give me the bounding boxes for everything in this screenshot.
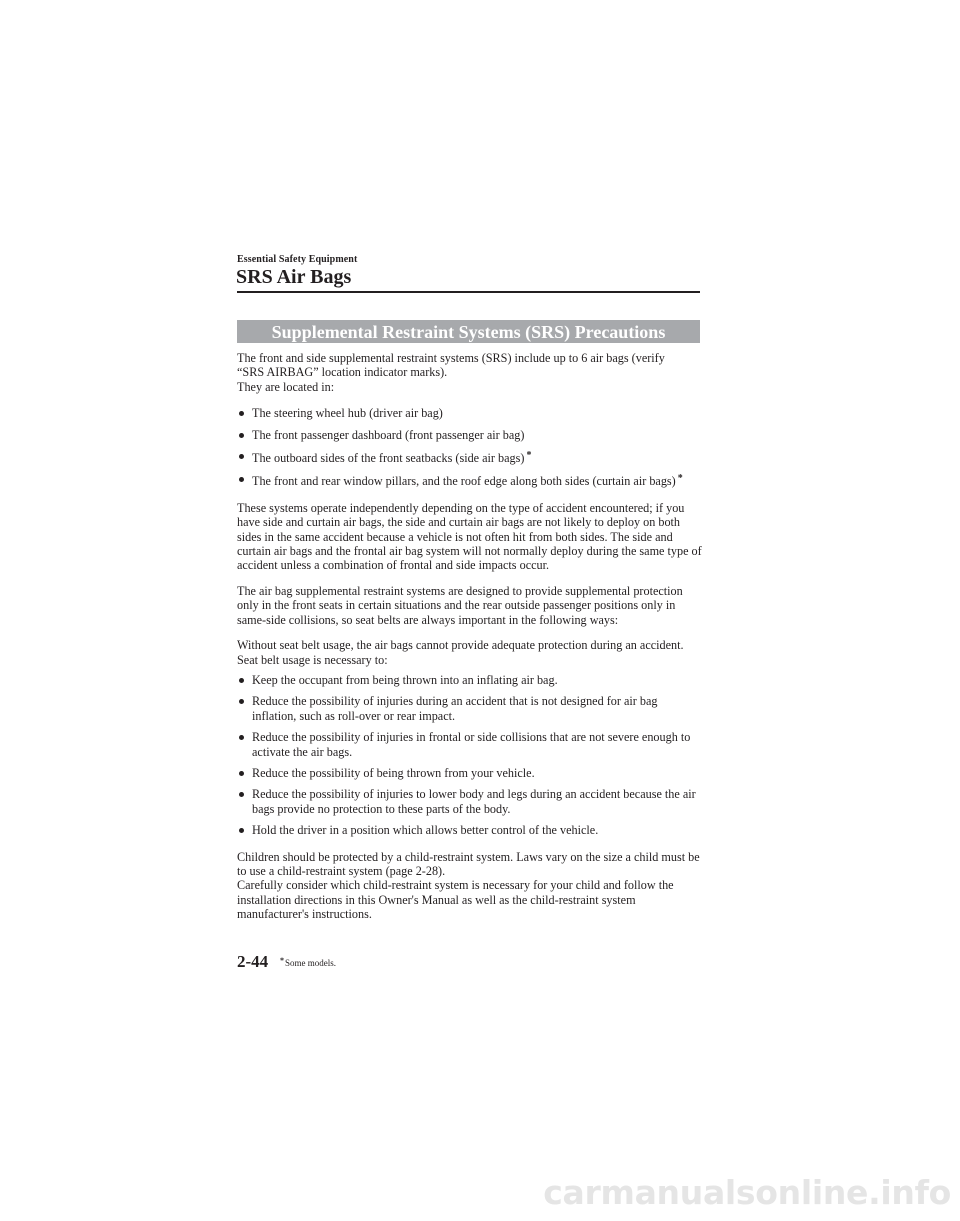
list-item-text: Reduce the possibility of injuries during an accident that is not designed for air bag inflation, such as roll-over or rear impact. [252,694,658,723]
intro-paragraph [237,351,703,394]
list-item-text: The steering wheel hub (driver air bag) [252,406,443,421]
list-item-text: Hold the driver in a position which allows better control of the vehicle. [252,823,599,838]
seat-belt-line-1: Without seat belt usage, the air bags cannot provide adequate protection during an accident. [237,638,684,653]
some-models-marker: * [526,450,532,462]
bullet-icon [239,735,244,740]
children-paragraph [237,850,703,922]
list-item [237,472,703,488]
intro-line-1: The front and side supplemental restraint systems (SRS) include up to 6 air bags (verify [237,351,665,365]
list-item-text: Reduce the possibility of injuries to lower body and legs during an accident because the air bags provide no protection to these parts of the body. [252,787,696,816]
list-item [237,694,703,723]
list-item [237,673,703,687]
section-label: Essential Safety Equipment [237,254,358,265]
bullet-icon [239,411,244,416]
list-item [237,730,703,759]
seat-belt-reasons-list [237,673,703,838]
section-heading: Supplemental Restraint Systems (SRS) Precautions [237,320,700,343]
page-number: 2-44 [237,952,269,971]
bullet-icon [239,828,244,833]
bullet-icon [239,678,244,683]
bullet-icon [239,477,244,482]
children-line-2: Carefully consider which child-restraint system is necessary for your child and follow the installation directions in this Owner's Manual as well as the child-restraint system manufacturer's instructions. [237,878,674,922]
footnote [280,956,336,968]
body-content [237,351,703,931]
airbag-location-list [237,406,703,489]
list-item-text: Reduce the possibility of injuries in frontal or side collisions that are not severe enough to activate the air bags. [252,730,691,759]
independent-operation-paragraph: These systems operate independently depending on the type of accident encountered; if you have side and curtain air bags, the side and curtain air bags are not likely to deploy on both sides in the same accident because a vehicle is not often hit from both sides. The side and curtain air bags and the frontal air bag system will not normally deploy during the same type of accident unless a combination of frontal and side impacts occur. [237,500,702,573]
bullet-icon [239,433,244,438]
list-item [237,428,703,442]
list-item-text: The front passenger dashboard (front passenger air bag) [252,427,525,442]
bullet-icon [239,454,244,459]
list-item-text: The outboard sides of the front seatbacks (side air bags) [252,451,525,466]
list-item-text: Keep the occupant from being thrown into an inflating air bag. [252,672,558,687]
page-title: SRS Air Bags [236,266,352,288]
footnote-marker: * [280,956,284,965]
intro-line-3: They are located in: [237,379,335,394]
title-divider [237,291,700,293]
list-item-text: Reduce the possibility of being thrown from your vehicle. [252,765,535,780]
intro-line-2: “SRS AIRBAG” location indicator marks). [237,365,448,380]
bullet-icon [239,771,244,776]
bullet-icon [239,792,244,797]
list-item [237,823,703,837]
watermark-logo: carmanualsonline.info [543,1173,951,1212]
some-models-marker: * [677,473,683,485]
supplemental-protection-paragraph: The air bag supplemental restraint systems are designed to provide supplemental protection only in the front seats in certain situations and the rear outside passenger positions only in same-side collisions, so seat belts are always important in the following ways: [237,583,683,627]
list-item [237,766,703,780]
children-line-1: Children should be protected by a child-restraint system. Laws vary on the size a child must be to use a child-restraint system (page 2-28). [237,849,700,878]
list-item [237,449,703,465]
seat-belt-line-2: Seat belt usage is necessary to: [237,652,388,667]
seat-belt-paragraph [237,638,703,667]
list-item [237,787,703,816]
footnote-text: Some models. [285,958,336,968]
bullet-icon [239,699,244,704]
list-item-text: The front and rear window pillars, and the roof edge along both sides (curtain air bags) [252,474,676,489]
list-item [237,406,703,420]
